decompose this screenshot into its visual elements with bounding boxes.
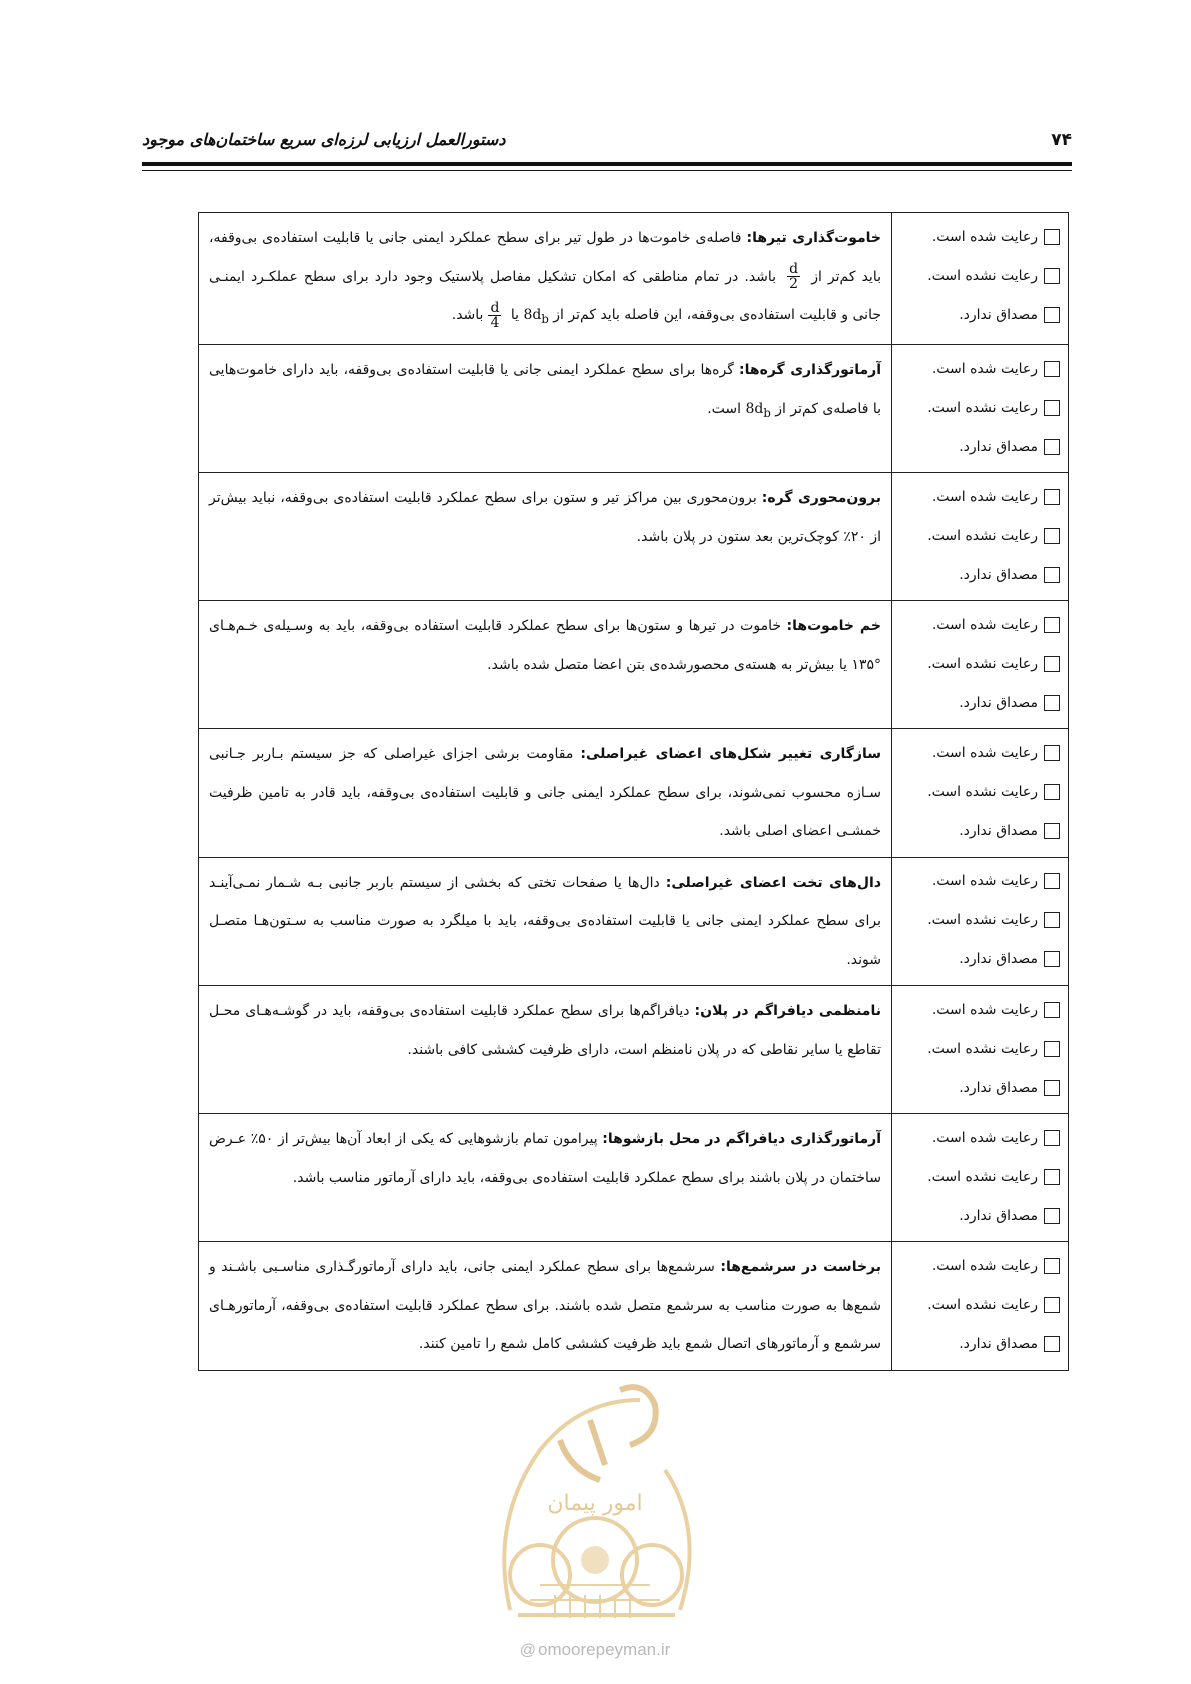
not-complied-checkbox[interactable] — [1044, 912, 1060, 928]
not-applicable-option — [898, 295, 1060, 334]
checklist-row — [199, 857, 1069, 986]
option-label: رعایت شده است. — [931, 488, 1038, 505]
watermark-url: @ omoorepeyman.ir — [519, 1640, 671, 1659]
item-title: خاموت‌گذاری تیرها: — [746, 230, 881, 246]
complied-checkbox[interactable] — [1044, 873, 1060, 889]
not-applicable-checkbox[interactable] — [1044, 439, 1060, 455]
not-applicable-checkbox[interactable] — [1044, 1080, 1060, 1096]
not-complied-checkbox[interactable] — [1044, 784, 1060, 800]
item-title: نامنظمی دیافراگم در پلان: — [694, 1003, 881, 1020]
checklist-row — [199, 345, 1069, 473]
complied-checkbox[interactable] — [1044, 1130, 1060, 1146]
item-title: برون‌محوری گره: — [761, 490, 881, 507]
header-rule-thick — [142, 162, 1072, 166]
description-cell — [199, 1114, 892, 1242]
complied-checkbox[interactable] — [1044, 361, 1060, 377]
description-cell — [199, 601, 892, 729]
complied-checkbox[interactable] — [1044, 1002, 1060, 1018]
option-label: مصداق ندارد. — [959, 694, 1038, 711]
not-applicable-checkbox[interactable] — [1044, 307, 1060, 323]
not-applicable-checkbox[interactable] — [1044, 1208, 1060, 1224]
not-applicable-checkbox[interactable] — [1044, 823, 1060, 839]
complied-checkbox[interactable] — [1044, 617, 1060, 633]
option-label: رعایت شده است. — [931, 1257, 1038, 1274]
description-cell — [199, 986, 892, 1114]
not-complied-checkbox[interactable] — [1044, 1297, 1060, 1313]
complied-option — [898, 217, 1060, 256]
option-label: رعایت نشده است. — [927, 1040, 1038, 1057]
header-rule-thin — [142, 170, 1072, 171]
item-title: آرماتورگذاری گره‌ها: — [739, 362, 881, 379]
option-label: رعایت نشده است. — [927, 1296, 1038, 1313]
option-label: رعایت نشده است. — [927, 527, 1038, 544]
not-complied-option — [898, 1029, 1060, 1068]
option-label: رعایت شده است. — [931, 1001, 1038, 1018]
option-cell — [892, 986, 1069, 1114]
checklist-row — [199, 473, 1069, 601]
description-cell — [199, 473, 892, 601]
item-text: دیافراگم‌ها برای سطح عملکرد قابلیت استفاده‌ی بی‌وقفه، باید در گوشـه‌هـای محـل تقاطع یا سایر نقاطی که در پلان نامنظم است، دارای ظرفیت کششی کافی باشند. — [209, 1003, 881, 1058]
not-complied-checkbox[interactable] — [1044, 656, 1060, 672]
not-applicable-option — [898, 555, 1060, 594]
option-label: رعایت شده است. — [931, 616, 1038, 633]
option-label: مصداق ندارد. — [959, 1079, 1038, 1096]
option-cell — [892, 857, 1069, 986]
not-complied-option — [898, 256, 1060, 295]
not-applicable-option — [898, 427, 1060, 466]
checklist-row — [199, 601, 1069, 729]
item-title: خم خاموت‌ها: — [786, 618, 881, 635]
complied-option — [898, 1118, 1060, 1157]
description-cell: خاموت‌گذاری تیرها: فاصله‌ی خاموت‌ها در طول تیر برای سطح عملکرد ایمنی جانی یا قابلیت استفاده‌ی بی‌وقفه، باید کم‌تر از $\frac{d}{2}$ باشد. در تمام مناطقی که امکان تشکیل مفاصل پلاستیک وجود دارد برای سطح عملکـرد ایمنـی جانی و قابلیت استفاده‌ی بی‌وقفه، این فاصله باید کم‌تر از $8d_b$ یا $\frac{d}{4}$ باشد. — [199, 213, 892, 345]
checklist-row — [199, 1242, 1069, 1371]
not-complied-option — [898, 901, 1060, 940]
checklist-row — [199, 213, 1069, 345]
description-cell: آرماتورگذاری گره‌ها: گره‌ها برای سطح عملکرد ایمنی جانی یا قابلیت استفاده‌ی بی‌وقفه، باید دارای خاموت‌هایی با فاصله‌ی کم‌تر از $8d_b$ است. — [199, 345, 892, 473]
option-cell — [892, 1242, 1069, 1371]
complied-checkbox[interactable] — [1044, 1258, 1060, 1274]
complied-checkbox[interactable] — [1044, 229, 1060, 245]
not-complied-option — [898, 772, 1060, 811]
option-label: مصداق ندارد. — [959, 1207, 1038, 1224]
fraction: $\frac{d}{4}$ — [490, 299, 500, 331]
description-cell — [199, 729, 892, 858]
not-complied-checkbox[interactable] — [1044, 1041, 1060, 1057]
not-applicable-checkbox[interactable] — [1044, 1336, 1060, 1352]
checklist-row — [199, 729, 1069, 858]
not-applicable-option — [898, 1068, 1060, 1107]
option-label: مصداق ندارد. — [959, 566, 1038, 583]
math-term: $8d_b$ — [745, 400, 771, 420]
complied-option — [898, 605, 1060, 644]
complied-option — [898, 349, 1060, 388]
not-complied-checkbox[interactable] — [1044, 1169, 1060, 1185]
complied-option — [898, 990, 1060, 1029]
option-label: رعایت شده است. — [931, 228, 1038, 245]
fraction: $\frac{d}{2}$ — [789, 261, 799, 292]
option-label: رعایت نشده است. — [927, 1168, 1038, 1185]
option-label: رعایت نشده است. — [927, 267, 1038, 284]
not-complied-checkbox[interactable] — [1044, 268, 1060, 284]
not-applicable-checkbox[interactable] — [1044, 567, 1060, 583]
not-applicable-checkbox[interactable] — [1044, 951, 1060, 967]
option-label: مصداق ندارد. — [959, 438, 1038, 455]
option-cell — [892, 213, 1069, 345]
option-cell — [892, 601, 1069, 729]
item-title: برخاست در سرشمع‌ها: — [720, 1259, 882, 1276]
omoorepeyman-logo-watermark — [470, 1360, 720, 1635]
item-text: دال‌ها یا صفحات تختی که بخشی از سیستم باربر جانبی بـه شـمار نمـی‌آینـد برای سطح عملکرد ایمنی جانی یا قابلیت استفاده‌ی بی‌وقفه، باید با میلگرد به صورت مناسب به سـتون‌هـا متصـل شوند. — [209, 874, 881, 968]
not-applicable-option — [898, 1324, 1060, 1363]
option-label: مصداق ندارد. — [959, 1335, 1038, 1352]
item-text: پیرامون تمام بازشوهایی که یکی از ابعاد آن‌ها بیش‌تر از ۵۰٪ عـرض ساختمان در پلان باشند برای سطح عملکرد قابلیت استفاده‌ی بی‌وقفه، باید دارای آرماتور مناسب باشد. — [209, 1131, 881, 1186]
not-complied-option — [898, 516, 1060, 555]
not-applicable-option — [898, 683, 1060, 722]
option-cell — [892, 473, 1069, 601]
math-term: $8d_b$ — [523, 307, 549, 326]
checklist-row — [199, 1114, 1069, 1242]
item-title: سازگاری تغییر شکل‌های اعضای غیراصلی: — [580, 746, 882, 763]
option-label: رعایت نشده است. — [927, 912, 1038, 929]
not-applicable-option — [898, 811, 1060, 850]
option-label: رعایت نشده است. — [927, 783, 1038, 800]
complied-option — [898, 733, 1060, 772]
item-text: مقاومت برشی اجزای غیراصلی که جز سیستم بـاربر جـانبی سـازه محسوب نمی‌شوند، برای سطح عملکرد ایمنی جانی و قابلیت استفاده‌ی بی‌وقفه، باید قادر به تامین ظرفیت خمشـی اعضای اصلی باشد. — [209, 746, 881, 840]
option-label: رعایت نشده است. — [927, 399, 1038, 416]
compliance-checklist — [198, 212, 1069, 1371]
item-title: دال‌های تخت اعضای غیراصلی: — [665, 874, 881, 891]
complied-option — [898, 1246, 1060, 1285]
item-text: سرشمع‌ها برای سطح عملکرد ایمنی جانی، باید دارای آرماتورگـذاری مناسـبی باشـند و شمع‌ها به صورت مناسب به سرشمع متصل شده باشند. برای سطح عملکرد قابلیت استفاده‌ی بی‌وقفه، آرماتورهـای سرشمع و آرماتورهای اتصال شمع باید ظرفیت کششی کامل شمع را تامین کنند. — [209, 1259, 881, 1353]
option-label: رعایت شده است. — [931, 744, 1038, 761]
option-label: مصداق ندارد. — [959, 822, 1038, 839]
not-complied-option — [898, 388, 1060, 427]
item-title: آرماتورگذاری دیافراگم در محل بازشوها: — [602, 1131, 881, 1148]
not-complied-option — [898, 1285, 1060, 1324]
not-complied-checkbox[interactable] — [1044, 400, 1060, 416]
checklist-row — [199, 986, 1069, 1114]
not-applicable-checkbox[interactable] — [1044, 695, 1060, 711]
description-cell — [199, 1242, 892, 1371]
option-cell — [892, 729, 1069, 858]
item-text: فاصله‌ی خاموت‌ها در طول تیر برای سطح عملکرد ایمنی جانی یا قابلیت استفاده‌ی بی‌وقفه، باید کم‌تر از — [209, 230, 881, 285]
page-header — [142, 130, 1072, 152]
item-text: برون‌محوری بین مراکز تیر و ستون برای سطح عملکرد قابلیت استفاده‌ی بی‌وقفه، نباید بیش‌تر از ۲۰٪ کوچک‌ترین بعد ستون در پلان باشد. — [209, 490, 881, 545]
option-label: رعایت نشده است. — [927, 655, 1038, 672]
not-applicable-option — [898, 1196, 1060, 1235]
complied-option — [898, 862, 1060, 901]
watermark-logo-text: امور پیمان — [547, 1491, 643, 1516]
description-cell — [199, 857, 892, 986]
running-title: دستورالعمل ارزیابی لرزه‌ای سریع ساختمان‌های موجود — [142, 130, 506, 149]
option-label: رعایت شده است. — [931, 1129, 1038, 1146]
complied-option — [898, 477, 1060, 516]
page-number: ۷۴ — [1051, 130, 1072, 150]
not-complied-option — [898, 644, 1060, 683]
not-complied-option — [898, 1157, 1060, 1196]
option-label: مصداق ندارد. — [959, 951, 1038, 968]
option-cell — [892, 345, 1069, 473]
complied-checkbox[interactable] — [1044, 745, 1060, 761]
option-label: مصداق ندارد. — [959, 306, 1038, 323]
complied-checkbox[interactable] — [1044, 489, 1060, 505]
option-label: رعایت شده است. — [931, 360, 1038, 377]
item-text: گره‌ها برای سطح عملکرد ایمنی جانی یا قابلیت استفاده‌ی بی‌وقفه، باید دارای خاموت‌هایی با فاصله‌ی کم‌تر از — [209, 362, 881, 417]
not-applicable-option — [898, 940, 1060, 979]
item-text: خاموت در تیرها و ستون‌ها برای سطح عملکرد قابلیت استفاده بی‌وقفه، باید به وسـیله‌ی خـم‌هـای °۱۳۵ یا بیش‌تر به هسته‌ی محصورشده‌ی بتن اعضا متصل شده باشد. — [209, 618, 881, 673]
not-complied-checkbox[interactable] — [1044, 528, 1060, 544]
option-cell — [892, 1114, 1069, 1242]
option-label: رعایت شده است. — [931, 873, 1038, 890]
